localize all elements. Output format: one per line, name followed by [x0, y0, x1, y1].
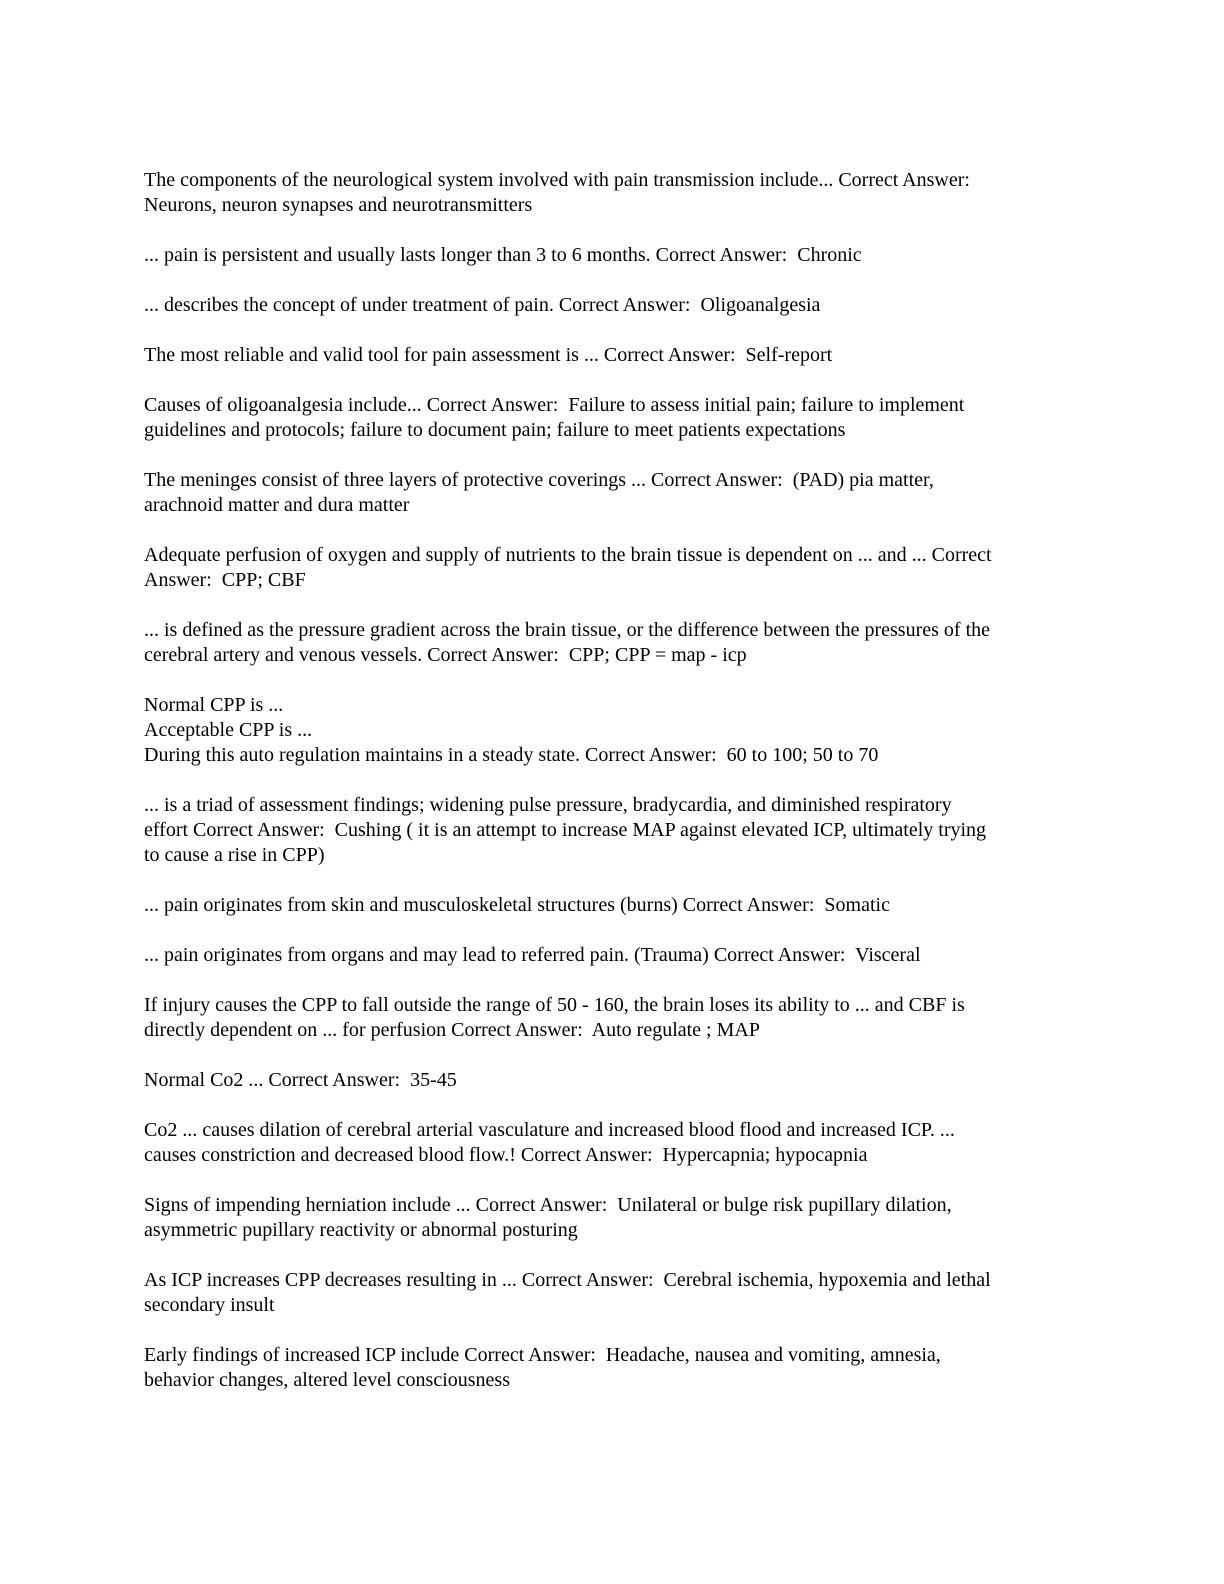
qa-entry — [144, 168, 1080, 218]
qa-line: The most reliable and valid tool for pain assessment is ... Correct Answer: Self-report — [144, 344, 833, 366]
qa-line: asymmetric pupillary reactivity or abnormal posturing — [144, 1219, 578, 1241]
qa-line: to cause a rise in CPP) — [144, 844, 325, 866]
qa-line: Neurons, neuron synapses and neurotransmitters — [144, 194, 533, 216]
qa-line: ... is a triad of assessment findings; widening pulse pressure, bradycardia, and diminished respiratory — [144, 794, 952, 816]
qa-line: directly dependent on ... for perfusion Correct Answer: Auto regulate ; MAP — [144, 1019, 760, 1041]
qa-line: ... pain originates from organs and may lead to referred pain. (Trauma) Correct Answer: Visceral — [144, 944, 921, 966]
qa-entry — [144, 393, 1080, 443]
qa-entry — [144, 793, 1080, 868]
qa-line: ... pain is persistent and usually lasts longer than 3 to 6 months. Correct Answer: Chronic — [144, 244, 862, 266]
qa-line: The components of the neurological system involved with pain transmission include... Correct Answer: — [144, 169, 970, 191]
qa-line: guidelines and protocols; failure to document pain; failure to meet patients expectations — [144, 419, 846, 441]
qa-line: ... is defined as the pressure gradient across the brain tissue, or the difference between the pressures of the — [144, 619, 990, 641]
qa-entry — [144, 293, 1080, 318]
qa-entry — [144, 543, 1080, 593]
qa-entry — [144, 893, 1080, 918]
qa-line: behavior changes, altered level consciousness — [144, 1369, 510, 1391]
qa-line: causes constriction and decreased blood flow.! Correct Answer: Hypercapnia; hypocapnia — [144, 1144, 868, 1166]
qa-list — [144, 168, 1080, 1418]
qa-line: If injury causes the CPP to fall outside the range of 50 - 160, the brain loses its ability to ... and CBF is — [144, 994, 965, 1016]
qa-line: Normal Co2 ... Correct Answer: 35-45 — [144, 1069, 457, 1091]
qa-entry — [144, 243, 1080, 268]
qa-line: Signs of impending herniation include ... Correct Answer: Unilateral or bulge risk pupillary dilation, — [144, 1194, 952, 1216]
qa-entry — [144, 943, 1080, 968]
qa-line: During this auto regulation maintains in a steady state. Correct Answer: 60 to 100; 50 to 70 — [144, 744, 879, 766]
qa-line: The meninges consist of three layers of protective coverings ... Correct Answer: (PAD) pia matter, — [144, 469, 934, 491]
qa-entry — [144, 1068, 1080, 1093]
qa-entry — [144, 1193, 1080, 1243]
qa-entry — [144, 468, 1080, 518]
qa-line: Normal CPP is ... — [144, 694, 284, 716]
qa-line: As ICP increases CPP decreases resulting in ... Correct Answer: Cerebral ischemia, hypoxemia and lethal — [144, 1269, 991, 1291]
qa-line: effort Correct Answer: Cushing ( it is an attempt to increase MAP against elevated ICP, ultimately trying — [144, 819, 987, 841]
qa-entry — [144, 1118, 1080, 1168]
qa-line: arachnoid matter and dura matter — [144, 494, 410, 516]
qa-line: ... describes the concept of under treatment of pain. Correct Answer: Oligoanalgesia — [144, 294, 821, 316]
qa-line: Causes of oligoanalgesia include... Correct Answer: Failure to assess initial pain; failure to implement — [144, 394, 965, 416]
qa-line: Adequate perfusion of oxygen and supply of nutrients to the brain tissue is dependent on ... and ... Correct — [144, 544, 992, 566]
qa-entry — [144, 618, 1080, 668]
qa-entry — [144, 1268, 1080, 1318]
qa-line: Answer: CPP; CBF — [144, 569, 306, 591]
qa-line: Co2 ... causes dilation of cerebral arterial vasculature and increased blood flood and increased ICP. ... — [144, 1119, 955, 1141]
qa-line: Acceptable CPP is ... — [144, 719, 313, 741]
qa-entry — [144, 693, 1080, 768]
qa-entry — [144, 1343, 1080, 1393]
qa-line: cerebral artery and venous vessels. Correct Answer: CPP; CPP = map - icp — [144, 644, 747, 666]
qa-entry — [144, 993, 1080, 1043]
qa-entry — [144, 343, 1080, 368]
qa-line: Early findings of increased ICP include Correct Answer: Headache, nausea and vomiting, amnesia, — [144, 1344, 941, 1366]
qa-line: secondary insult — [144, 1294, 275, 1316]
qa-line: ... pain originates from skin and musculoskeletal structures (burns) Correct Answer: Somatic — [144, 894, 890, 916]
